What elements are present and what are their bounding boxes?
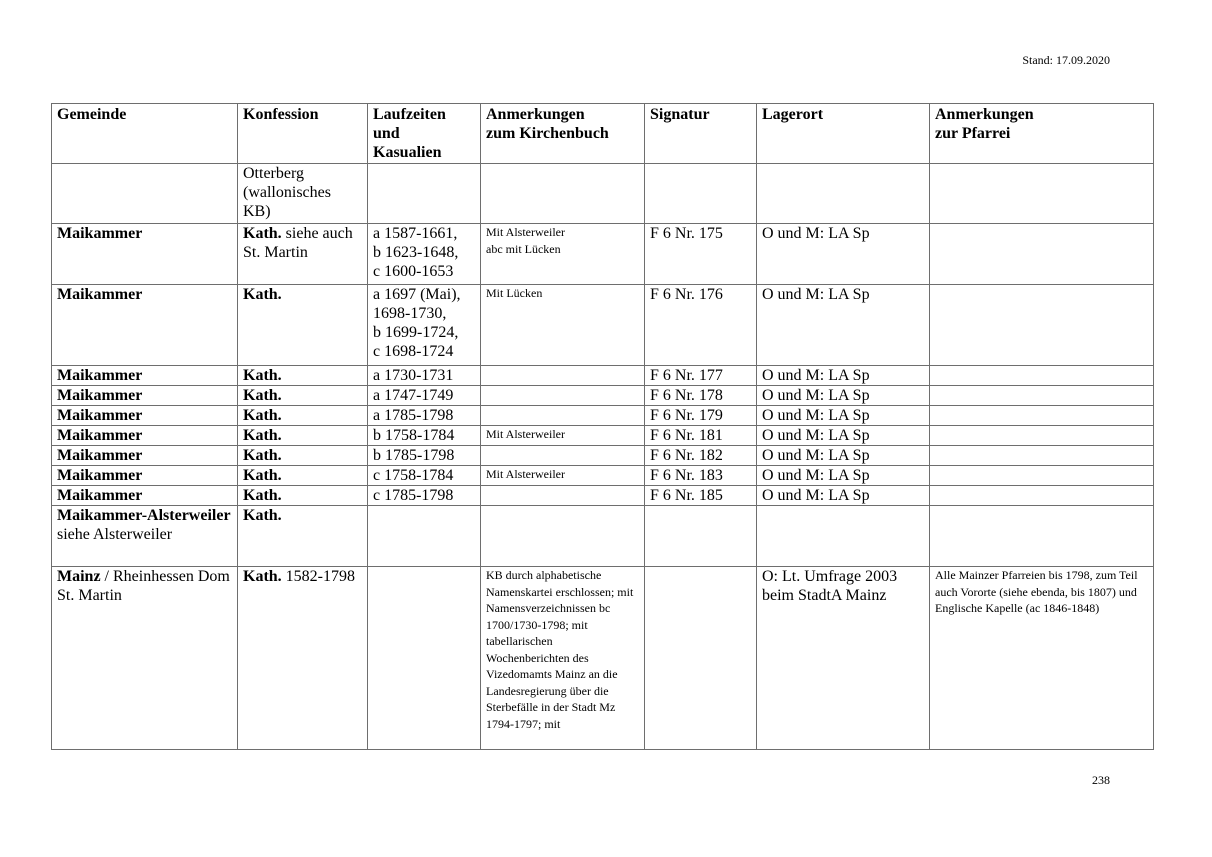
signatur-value: F 6 Nr. 177 [650,367,723,384]
table-row [52,406,1154,426]
cell-anmerkungen-pfarrei [930,466,1154,486]
lagerort-value: O und M: LA Sp [762,367,870,384]
cell-laufzeiten [368,285,481,366]
konfession-name: Kath. [243,568,282,585]
cell-laufzeiten [368,386,481,406]
cell-signatur [645,386,757,406]
table-body [52,164,1154,750]
cell-anmerkungen-kb [481,446,645,466]
konfession-name: Kath. [243,427,282,444]
table-row [52,567,1154,750]
konfession-name: Kath. [243,507,282,524]
konfession-name: Kath. [243,447,282,464]
cell-konfession [238,446,368,466]
cell-lagerort [757,466,930,486]
cell-anmerkungen-pfarrei [930,164,1154,224]
date-stamp: Stand: 17.09.2020 [1022,53,1110,67]
laufzeit-entry: c 1785-1798 [373,487,454,504]
cell-signatur [645,486,757,506]
laufzeit-entry: 1698-1730, [373,305,447,322]
lagerort-value: O und M: LA Sp [762,447,870,464]
cell-signatur [645,446,757,466]
konfession-name: Kath. [243,467,282,484]
cell-anmerkungen-pfarrei [930,426,1154,446]
signatur-value: F 6 Nr. 182 [650,447,723,464]
gemeinde-name: Maikammer [57,225,143,242]
cell-anmerkungen-pfarrei [930,386,1154,406]
anmerkung-pfarrei: Alle Mainzer Pfarreien bis 1798, zum Teil auch Vororte (siehe ebenda, bis 1807) und Englische Kapelle (ac 1846-1848) [935,568,1138,615]
gemeinde-name: Maikammer [57,447,143,464]
lagerort-value: O und M: LA Sp [762,487,870,504]
gemeinde-name: Maikammer-Alsterweiler [57,507,231,524]
cell-laufzeiten [368,486,481,506]
laufzeit-entry: a 1747-1749 [373,387,454,404]
col-header-signatur: Signatur [645,104,757,164]
lagerort-value: O und M: LA Sp [762,387,870,404]
laufzeit-entry: b 1785-1798 [373,447,455,464]
cell-signatur [645,285,757,366]
konfession-note: Otterberg (wallonisches KB) [243,165,331,220]
cell-gemeinde [52,466,238,486]
cell-konfession [238,567,368,750]
laufzeit-entry: c 1758-1784 [373,467,454,484]
header-row [52,104,1154,164]
cell-lagerort [757,406,930,426]
parish-register-table [51,103,1154,750]
cell-gemeinde [52,446,238,466]
cell-anmerkungen-pfarrei [930,446,1154,466]
cell-konfession [238,366,368,386]
anmerkung-kirchenbuch: Mit Alsterweiler [486,427,565,441]
signatur-value: F 6 Nr. 178 [650,387,723,404]
table-row [52,366,1154,386]
konfession-name: Kath. [243,367,282,384]
cell-signatur [645,366,757,386]
cell-lagerort [757,506,930,567]
gemeinde-name: Maikammer [57,387,143,404]
table-row [52,164,1154,224]
gemeinde-name: Maikammer [57,286,143,303]
cell-lagerort [757,366,930,386]
cell-konfession [238,426,368,446]
cell-konfession [238,406,368,426]
gemeinde-name: Maikammer [57,427,143,444]
cell-anmerkungen-kb [481,386,645,406]
anmerkung-kirchenbuch: Mit Alsterweiler abc mit Lücken [486,225,565,256]
cell-signatur [645,406,757,426]
page-number: 238 [1092,773,1110,787]
table-row [52,386,1154,406]
cell-gemeinde [52,386,238,406]
cell-signatur [645,164,757,224]
gemeinde-name: Maikammer [57,487,143,504]
cell-laufzeiten [368,164,481,224]
cell-lagerort [757,164,930,224]
cell-anmerkungen-kb [481,506,645,567]
cell-konfession [238,486,368,506]
laufzeit-entry: b 1623-1648, [373,244,459,261]
laufzeit-entry: a 1697 (Mai), [373,286,461,303]
cell-signatur [645,567,757,750]
cell-anmerkungen-pfarrei [930,486,1154,506]
cell-gemeinde [52,486,238,506]
table-row [52,446,1154,466]
cell-lagerort [757,567,930,750]
lagerort-value: O und M: LA Sp [762,467,870,484]
lagerort-value: O: Lt. Umfrage 2003 beim StadtA Mainz [762,568,898,604]
laufzeit-entry: a 1785-1798 [373,407,454,424]
cell-laufzeiten [368,446,481,466]
anmerkung-kirchenbuch: Mit Lücken [486,286,543,300]
table-row [52,426,1154,446]
cell-laufzeiten [368,567,481,750]
col-header-laufzeiten: Laufzeiten und Kasualien [368,104,481,164]
cell-anmerkungen-kb [481,285,645,366]
cell-anmerkungen-kb [481,224,645,285]
table-row [52,466,1154,486]
cell-lagerort [757,426,930,446]
gemeinde-name: Mainz [57,568,101,585]
table-row [52,285,1154,366]
konfession-name: Kath. [243,407,282,424]
cell-laufzeiten [368,506,481,567]
cell-konfession [238,224,368,285]
cell-konfession [238,164,368,224]
laufzeit-entry: c 1600-1653 [373,263,454,280]
cell-gemeinde [52,285,238,366]
cell-anmerkungen-kb [481,486,645,506]
anmerkung-kirchenbuch: KB durch alphabetische Namenskartei erschlossen; mit Namensverzeichnissen bc 1700/1730-1798; mit tabellarischen Wochenberichten des Vizedomamts Mainz an die Landesregierung über die Sterbefälle in der Stadt Mz 1794-1797; mit [486,568,634,731]
cell-anmerkungen-kb [481,426,645,446]
cell-laufzeiten [368,406,481,426]
laufzeit-entry: b 1699-1724, [373,324,459,341]
cell-anmerkungen-pfarrei [930,366,1154,386]
signatur-value: F 6 Nr. 175 [650,225,723,242]
gemeinde-note: siehe Alsterweiler [57,526,173,543]
cell-lagerort [757,285,930,366]
cell-gemeinde [52,506,238,567]
cell-anmerkungen-kb [481,466,645,486]
cell-anmerkungen-pfarrei [930,567,1154,750]
konfession-name: Kath. [243,487,282,504]
signatur-value: F 6 Nr. 183 [650,467,723,484]
signatur-value: F 6 Nr. 181 [650,427,723,444]
cell-konfession [238,466,368,486]
cell-anmerkungen-kb [481,164,645,224]
cell-laufzeiten [368,224,481,285]
anmerkung-kirchenbuch: Mit Alsterweiler [486,467,565,481]
cell-signatur [645,466,757,486]
cell-gemeinde [52,567,238,750]
cell-anmerkungen-kb [481,366,645,386]
cell-anmerkungen-kb [481,567,645,750]
cell-anmerkungen-kb [481,406,645,426]
konfession-note: 1582-1798 [281,568,355,585]
lagerort-value: O und M: LA Sp [762,407,870,424]
table-row [52,486,1154,506]
cell-gemeinde [52,366,238,386]
signatur-value: F 6 Nr. 179 [650,407,723,424]
cell-lagerort [757,386,930,406]
cell-signatur [645,224,757,285]
lagerort-value: O und M: LA Sp [762,427,870,444]
cell-anmerkungen-pfarrei [930,285,1154,366]
cell-signatur [645,506,757,567]
signatur-value: F 6 Nr. 176 [650,286,723,303]
col-header-lagerort: Lagerort [757,104,930,164]
gemeinde-name: Maikammer [57,467,143,484]
col-header-anmerkungen-kb: Anmerkungen zum Kirchenbuch [481,104,645,164]
cell-gemeinde [52,426,238,446]
laufzeit-entry: a 1587-1661, [373,225,458,242]
col-header-gemeinde: Gemeinde [52,104,238,164]
table-row [52,506,1154,567]
cell-gemeinde [52,406,238,426]
cell-gemeinde [52,224,238,285]
cell-gemeinde [52,164,238,224]
konfession-name: Kath. [243,225,282,242]
cell-lagerort [757,224,930,285]
cell-lagerort [757,486,930,506]
konfession-name: Kath. [243,286,282,303]
cell-laufzeiten [368,426,481,446]
laufzeit-entry: a 1730-1731 [373,367,454,384]
lagerort-value: O und M: LA Sp [762,286,870,303]
signatur-value: F 6 Nr. 185 [650,487,723,504]
cell-konfession [238,506,368,567]
cell-signatur [645,426,757,446]
lagerort-value: O und M: LA Sp [762,225,870,242]
gemeinde-name: Maikammer [57,407,143,424]
cell-laufzeiten [368,366,481,386]
cell-laufzeiten [368,466,481,486]
col-header-anmerkungen-pfarrei: Anmerkungen zur Pfarrei [930,104,1154,164]
konfession-name: Kath. [243,387,282,404]
konfession-note: siehe auch St. Martin [243,225,353,261]
table-row [52,224,1154,285]
col-header-konfession: Konfession [238,104,368,164]
cell-anmerkungen-pfarrei [930,506,1154,567]
cell-konfession [238,285,368,366]
cell-anmerkungen-pfarrei [930,406,1154,426]
cell-konfession [238,386,368,406]
laufzeit-entry: c 1698-1724 [373,343,454,360]
gemeinde-name: Maikammer [57,367,143,384]
cell-lagerort [757,446,930,466]
gemeinde-note: / Rheinhessen Dom St. Martin [57,568,230,604]
cell-anmerkungen-pfarrei [930,224,1154,285]
laufzeit-entry: b 1758-1784 [373,427,455,444]
